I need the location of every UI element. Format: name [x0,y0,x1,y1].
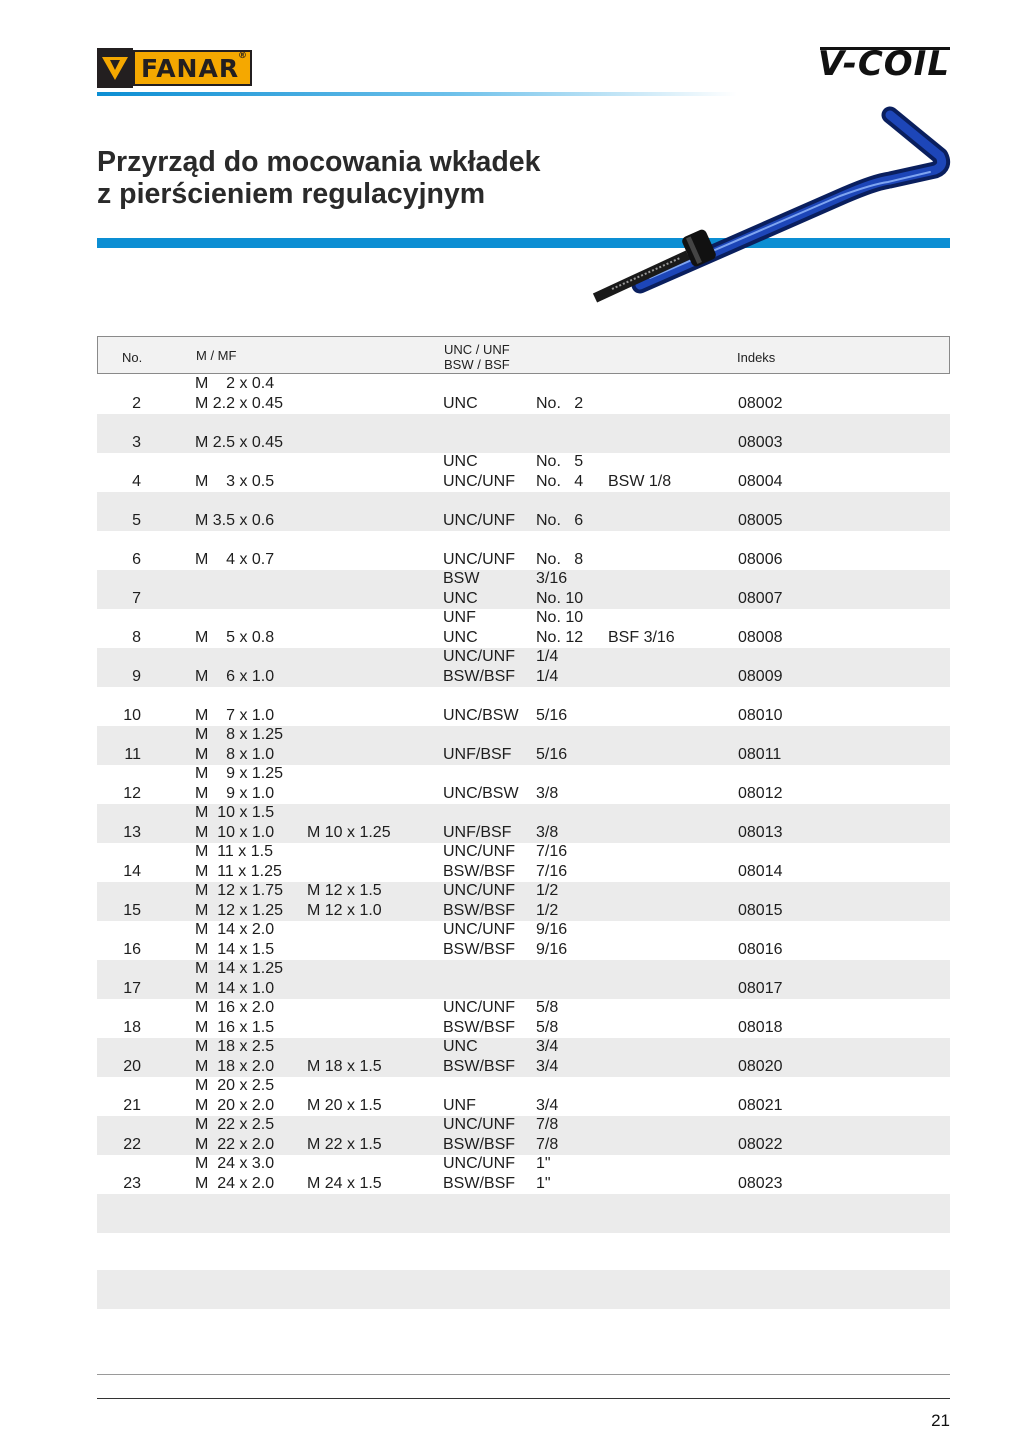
index-code: 08004 [738,472,783,490]
thread-standard: UNC/UNF [443,550,515,568]
index-code: 08016 [738,940,783,958]
thread-size: 5/8 5/8 [536,999,559,1036]
thread-standard: UNC/UNF BSW/BSF [443,1116,516,1153]
row-number: 9 [132,667,141,685]
table-row [97,1155,950,1194]
fanar-logo [97,48,252,88]
thread-standard: BSW UNC [443,570,480,607]
thread-metric: M 9 x 1.25 M 9 x 1.0 [195,765,284,802]
thread-bsf-size: BSF 3/16 [608,628,675,646]
thread-size: 1/2 1/2 [536,882,559,919]
thread-standard: UNC/UNF BSW/BSF [443,843,516,880]
thread-metric: M 14 x 1.25 M 14 x 1.0 [195,960,284,997]
table-row [97,414,950,453]
thread-metric: M 4 x 0.7 [195,550,275,568]
thread-metric: M 7 x 1.0 [195,706,275,724]
thread-metric: M 8 x 1.25 M 8 x 1.0 [195,726,284,763]
row-number: 11 [124,745,141,763]
thread-standard: UNC/UNF BSW/BSF [443,921,516,958]
vcoil-logo: V-COIL [817,44,950,84]
title-line-1: Przyrząd do mocowania wkładek [97,146,541,178]
thread-size: 3/16 No. 10 [536,570,584,607]
index-code: 08023 [738,1174,783,1192]
thread-size: 3/4 [536,1096,559,1114]
thread-metric-fine: M 22 x 1.5 [307,1135,382,1153]
table-row [97,960,950,999]
index-code: 08020 [738,1057,783,1075]
index-code: 08021 [738,1096,783,1114]
thread-size: 7/16 7/16 [536,843,568,880]
index-code: 08015 [738,901,783,919]
row-number: 13 [123,823,141,841]
row-number: 21 [123,1096,141,1114]
thread-metric: M 24 x 3.0 M 24 x 2.0 [195,1155,275,1192]
row-number: 16 [123,940,141,958]
table-row [97,531,950,570]
empty-table-row [97,1194,950,1233]
thread-metric: M 5 x 0.8 [195,628,275,646]
row-number: 7 [132,589,141,607]
thread-metric-fine: M 18 x 1.5 [307,1057,382,1075]
thread-size: 3/8 [536,784,559,802]
thread-metric: M 14 x 2.0 M 14 x 1.5 [195,921,275,958]
index-code: 08006 [738,550,783,568]
table-row [97,453,950,492]
row-number: 23 [123,1174,141,1192]
thread-metric: M 6 x 1.0 [195,667,275,685]
table-row [97,570,950,609]
thread-size: 3/8 [536,823,559,841]
row-number: 3 [132,433,141,451]
table-row [97,843,950,882]
thread-standard: UNC/UNF [443,511,515,529]
table-row [97,609,950,648]
row-number: 6 [132,550,141,568]
empty-table-row [97,1270,950,1309]
row-number: 17 [123,979,141,997]
index-code: 08012 [738,784,783,802]
header-gradient-rule [97,92,737,96]
index-code: 08018 [738,1018,783,1036]
thread-standard: UNC [443,394,478,412]
table-row [97,687,950,726]
col-header-bsw-bsf: BSW / BSF [444,357,510,372]
row-number: 10 [123,706,141,724]
table-row [97,648,950,687]
col-header-indeks: Indeks [737,350,776,365]
thread-size: 5/16 [536,745,568,763]
table-row [97,1116,950,1155]
index-code: 08009 [738,667,783,685]
thread-bsf-size: BSW 1/8 [608,472,672,490]
thread-standard: UNF [443,1096,476,1114]
product-table-body [97,375,950,1194]
index-code: 08011 [738,745,782,763]
col-header-unc-unf: UNC / UNF [444,342,510,357]
row-number: 15 [123,901,141,919]
thread-metric: M 18 x 2.5 M 18 x 2.0 [195,1038,275,1075]
index-code: 08008 [738,628,783,646]
thread-size: No. 5 No. 4 [536,453,584,490]
index-code: 08022 [738,1135,783,1153]
thread-standard: UNF/BSF [443,823,512,841]
thread-metric: M 22 x 2.5 M 22 x 2.0 [195,1116,275,1153]
table-row [97,726,950,765]
table-row [97,765,950,804]
thread-size: 5/16 [536,706,568,724]
thread-metric: M 2 x 0.4 M 2.2 x 0.45 [195,375,284,412]
thread-metric: M 3 x 0.5 [195,472,275,490]
footer-rule-dark [97,1398,950,1399]
thread-standard: UNC/UNF BSW/BSF [443,1155,516,1192]
title-line-2: z pierścieniem regulacyjnym [97,178,486,210]
thread-metric-fine: M 12 x 1.5 M 12 x 1.0 [307,882,382,919]
row-number: 18 [123,1018,141,1036]
footer-rule-light [97,1374,950,1375]
page-number: 21 [931,1411,950,1430]
row-number: 8 [132,628,141,646]
table-header [97,336,950,374]
table-row [97,492,950,531]
thread-metric: M 2.5 x 0.45 [195,433,284,451]
thread-size: No. 8 [536,550,584,568]
row-number: 5 [132,511,141,529]
thread-standard: UNF/BSF [443,745,512,763]
fanar-wordmark: FANAR ® [133,50,252,86]
thread-size: No. 2 [536,394,584,412]
thread-metric: M 11 x 1.5 M 11 x 1.25 [195,843,282,880]
thread-size: 9/16 9/16 [536,921,568,958]
index-code: 08014 [738,862,783,880]
registered-mark: ® [238,51,247,61]
thread-metric-fine: M 24 x 1.5 [307,1174,382,1192]
table-row [97,1077,950,1116]
row-number: 4 [132,472,141,490]
thread-standard: UNC BSW/BSF [443,1038,516,1075]
index-code: 08007 [738,589,783,607]
index-code: 08003 [738,433,783,451]
index-code: 08017 [738,979,783,997]
col-header-no: No. [122,350,143,365]
thread-metric: M 12 x 1.75 M 12 x 1.25 [195,882,284,919]
thread-size: No. 10 No. 12 [536,609,584,646]
thread-metric: M 10 x 1.5 M 10 x 1.0 [195,804,275,841]
page-title [97,146,540,210]
fanar-v-icon [97,48,133,88]
table-row [97,804,950,843]
row-number: 20 [123,1057,141,1075]
thread-standard: UNF UNC [443,609,478,646]
index-code: 08010 [738,706,783,724]
thread-metric: M 3.5 x 0.6 [195,511,275,529]
thread-standard: UNC/BSW [443,784,519,802]
thread-standard: UNC/UNF BSW/BSF [443,999,516,1036]
index-code: 08005 [738,511,783,529]
thread-size: 1/4 1/4 [536,648,559,685]
row-number: 2 [132,394,141,412]
table-row [97,882,950,921]
thread-metric: M 16 x 2.0 M 16 x 1.5 [195,999,275,1036]
thread-standard: UNC/BSW [443,706,519,724]
table-row [97,921,950,960]
row-number: 22 [123,1135,141,1153]
thread-size: No. 6 [536,511,584,529]
thread-metric-fine: M 20 x 1.5 [307,1096,382,1114]
thread-size: 3/4 3/4 [536,1038,559,1075]
installation-tool-image [590,100,960,310]
thread-size: 1" 1" [536,1155,551,1192]
thread-metric-fine: M 10 x 1.25 [307,823,391,841]
thread-standard: UNC/UNF BSW/BSF [443,882,516,919]
thread-metric: M 20 x 2.5 M 20 x 2.0 [195,1077,275,1114]
index-code: 08002 [738,394,783,412]
col-header-m-mf: M / MF [196,348,237,363]
table-row [97,999,950,1038]
thread-size: 7/8 7/8 [536,1116,559,1153]
table-row [97,1038,950,1077]
table-row [97,375,950,414]
row-number: 14 [123,862,141,880]
thread-standard: UNC UNC/UNF [443,453,515,490]
row-number: 12 [123,784,141,802]
index-code: 08013 [738,823,783,841]
thread-standard: UNC/UNF BSW/BSF [443,648,516,685]
